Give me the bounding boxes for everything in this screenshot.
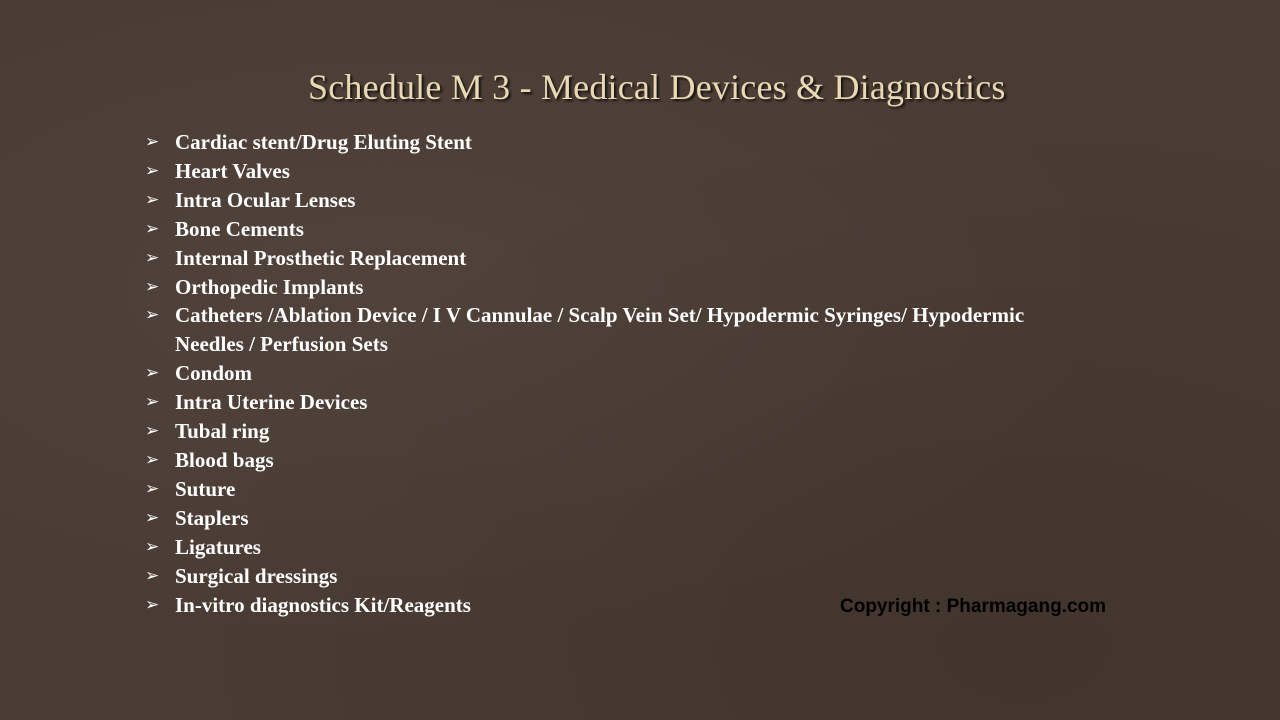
list-item xyxy=(145,273,1035,302)
list-item-text: Suture xyxy=(175,476,236,501)
arrow-bullet-icon: ➢ xyxy=(145,594,160,615)
list-item xyxy=(145,504,1035,533)
device-list xyxy=(145,128,1035,619)
arrow-bullet-icon: ➢ xyxy=(145,189,160,210)
list-item-text: Blood bags xyxy=(175,447,274,472)
arrow-bullet-icon: ➢ xyxy=(145,160,160,181)
list-item-text: Tubal ring xyxy=(175,419,270,444)
list-item xyxy=(145,157,1035,186)
list-item xyxy=(145,417,1035,446)
arrow-bullet-icon: ➢ xyxy=(145,478,160,499)
arrow-bullet-icon: ➢ xyxy=(145,421,160,442)
list-item-text: Orthopedic Implants xyxy=(175,274,364,299)
arrow-bullet-icon: ➢ xyxy=(145,392,160,413)
list-item-text: Bone Cements xyxy=(175,216,304,241)
list-item xyxy=(145,128,1035,157)
list-item-text: Heart Valves xyxy=(175,158,290,183)
list-item xyxy=(145,475,1035,504)
arrow-bullet-icon: ➢ xyxy=(145,247,160,268)
list-item-text: Condom xyxy=(175,361,253,386)
arrow-bullet-icon: ➢ xyxy=(145,449,160,470)
copyright-notice: Copyright : Pharmagang.com xyxy=(840,596,1107,617)
list-item-text: Internal Prosthetic Replacement xyxy=(175,245,467,270)
arrow-bullet-icon: ➢ xyxy=(145,507,160,528)
list-item xyxy=(145,359,1035,388)
list-item xyxy=(145,186,1035,215)
slide-title: Schedule M 3 - Medical Devices & Diagnostics xyxy=(308,67,1006,107)
arrow-bullet-icon: ➢ xyxy=(145,305,160,326)
list-item-text: Cardiac stent/Drug Eluting Stent xyxy=(175,130,472,154)
list-item-text: Catheters /Ablation Device / I V Cannulae / Scalp Vein Set/ Hypodermic Syringes/ Hypodermic Needles / Perfusion Sets xyxy=(175,303,1025,357)
list-item-text: Surgical dressings xyxy=(175,563,338,588)
arrow-bullet-icon: ➢ xyxy=(145,363,160,384)
list-item xyxy=(145,388,1035,417)
list-item xyxy=(145,446,1035,475)
list-item-text: In-vitro diagnostics Kit/Reagents xyxy=(175,592,471,617)
arrow-bullet-icon: ➢ xyxy=(145,536,160,557)
list-item-text: Intra Ocular Lenses xyxy=(175,187,356,212)
arrow-bullet-icon: ➢ xyxy=(145,132,160,152)
list-item-text: Intra Uterine Devices xyxy=(175,390,368,415)
list-item-text: Staplers xyxy=(175,505,249,530)
list-item xyxy=(145,533,1035,562)
list-item xyxy=(145,215,1035,244)
list-item xyxy=(145,244,1035,273)
list-item-text: Ligatures xyxy=(175,534,261,559)
list-item xyxy=(145,301,1035,359)
arrow-bullet-icon: ➢ xyxy=(145,565,160,586)
arrow-bullet-icon: ➢ xyxy=(145,218,160,239)
arrow-bullet-icon: ➢ xyxy=(145,276,160,297)
list-item xyxy=(145,562,1035,591)
